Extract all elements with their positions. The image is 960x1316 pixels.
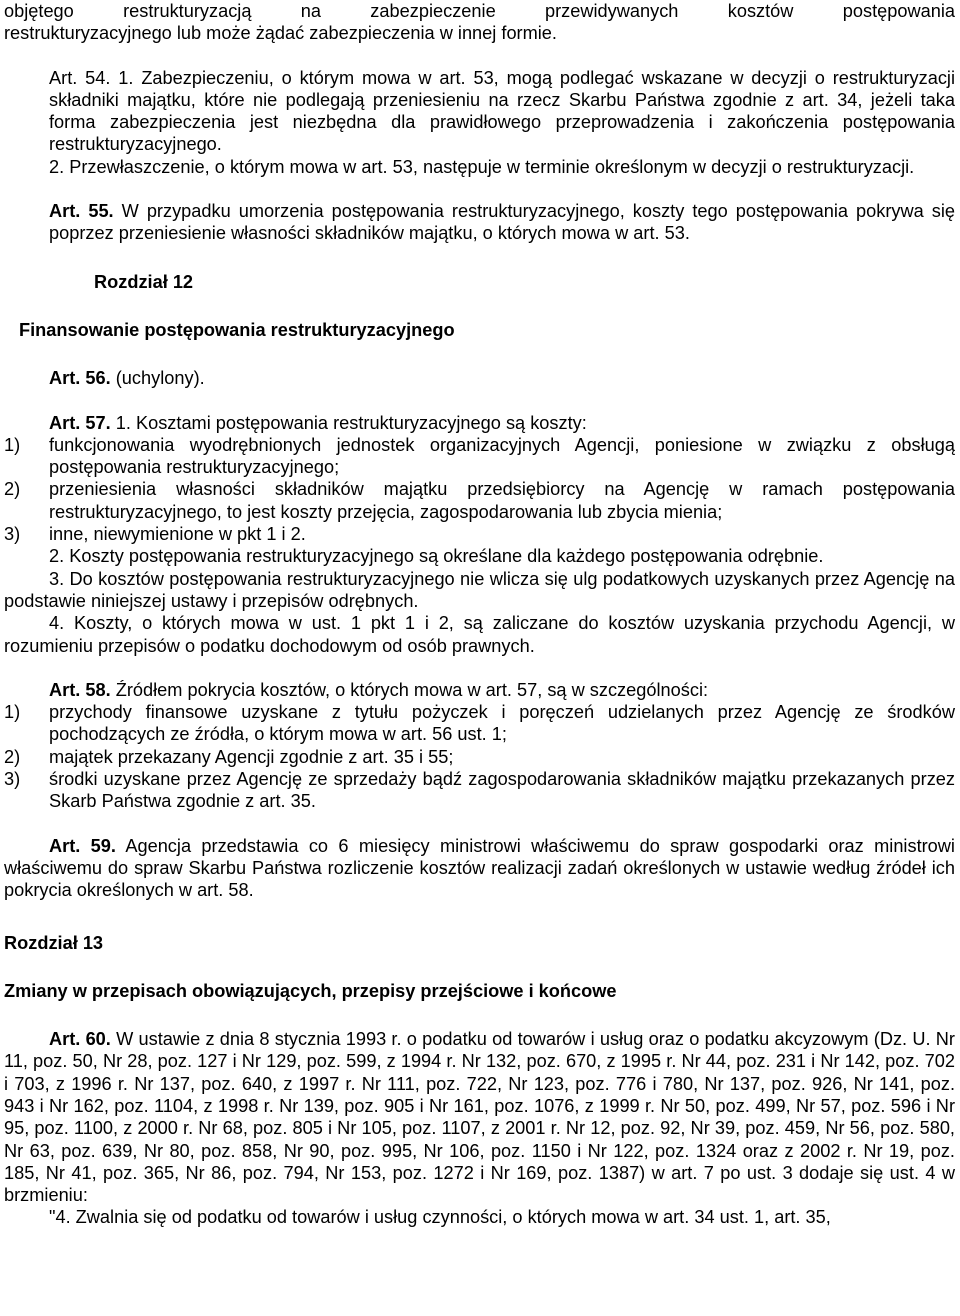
art-57-para-4: 4. Koszty, o których mowa w ust. 1 pkt 1 i 2, są zaliczane do kosztów uzyskania przychodu Agencji, w rozumieniu przepisów o podatku dochodowym od osób prawnych. [4,613,955,656]
art-57-para-1: Art. 57. 1. Kosztami postępowania restrukturyzacyjnego są koszty: [49,412,587,433]
art-56-text: (uchylony). [115,368,205,389]
art-54-para-1: 1. Zabezpieczeniu, o którym mowa w art. 53, mogą podlegać wskazane w decyzji o restrukturyzacji składniki majątku, które nie podlegają przeniesieniu na rzecz Skarbu Państwa zgodnie z art. 34, jeżeli taka forma zabezpieczenia jest niezbędna dla prawidłowego przeprowadzenia i zakończenia postępowania restrukturyzacyjnego. [49,67,955,155]
chapter-13-title: Rozdział 13 [4,932,104,953]
document-page [4,0,955,1229]
list-item: 2) przeniesienia własności składników majątku przedsiębiorcy na Agencję w ramach postępowania restrukturyzacyjnego, to jest koszty przejęcia, zagospodarowania lub zbycia mienia; [4,479,955,522]
art-60-quote: "4. Zwalnia się od podatku od towarów i usług czynności, o których mowa w art. 34 ust. 1, art. 35, [49,1207,831,1228]
chapter-12-subtitle: Finansowanie postępowania restrukturyzacyjnego [19,319,455,340]
art-57-head: Art. 57. [49,412,111,433]
art-58: Art. 58. Źródłem pokrycia kosztów, o których mowa w art. 57, są w szczególności: [49,679,709,700]
art-56 [4,367,955,389]
art-59-head: Art. 59. [49,835,116,856]
art-59: Art. 59. Agencja przedstawia co 6 miesięcy ministrowi właściwemu do spraw gospodarki oraz ministrowi właściwemu do spraw Skarbu Państwa rozliczenie kosztów realizacji zadań określonych w ustawie według źródeł ich pokrycia określonych w art. 58. [4,835,955,901]
art-54-para-2: 2. Przewłaszczenie, o którym mowa w art. 53, następuje w terminie określonym w decyzji o restrukturyzacji. [49,156,915,177]
list-item: 1) przychody finansowe uzyskane z tytułu pożyczek i poręczeń udzielanych przez Agencję ze środków pochodzących ze źródła, o którym mowa w art. 56 ust. 1; [4,702,955,745]
art-55-text: W przypadku umorzenia postępowania restrukturyzacyjnego, koszty tego postępowania pokrywa się poprzez przeniesienie własności składników majątku, o których mowa w art. 53. [49,201,955,244]
paragraph-line: restrukturyzacyjnego lub może żądać zabezpieczenia w innej formie. [4,23,557,44]
art-58-head: Art. 58. [49,679,111,700]
list-item: 3) środki uzyskane przez Agencję ze sprzedaży bądź zagospodarowania składników majątku przekazanych przez Skarb Państwa zgodnie z art. 35. [4,769,955,812]
chapter-13-subtitle: Zmiany w przepisach obowiązujących, przepisy przejściowe i końcowe [4,980,617,1001]
art-55 [4,200,955,245]
art-55-head: Art. 55. [49,201,114,222]
list-item: 1) funkcjonowania wyodrębnionych jednostek organizacyjnych Agencji, poniesione w związku z obsługą postępowania restrukturyzacyjnego; [4,434,955,478]
art-60-head: Art. 60. [49,1029,111,1050]
art-60: Art. 60. W ustawie z dnia 8 stycznia 1993 r. o podatku od towarów i usług oraz o podatku akcyzowym (Dz. U. Nr 11, poz. 50, Nr 28, poz. 127 i Nr 129, poz. 599, z 1994 r. Nr 132, poz. 670, z 1995 r. Nr 44, poz. 231 i Nr 142, poz. 702 i 703, z 1996 r. Nr 137, poz. 640, z 1997 r. Nr 111, poz. 722, Nr 123, poz. 776 i 780, Nr 137, poz. 926, Nr 141, poz. 943 i Nr 162, poz. 1104, z 1998 r. Nr 139, poz. 905 i Nr 161, poz. 1076, z 1999 r. Nr 50, poz. 499, Nr 57, poz. 596 i Nr 95, poz. 1100, z 2000 r. Nr 68, poz. 805 i Nr 105, poz. 1107, z 2001 r. Nr 12, poz. 92, Nr 39, poz. 459, Nr 56, poz. 580, Nr 63, poz. 639, Nr 80, poz. 858, Nr 90, poz. 995, Nr 106, poz. 1150 i Nr 122, poz. 1324 oraz z 2002 r. Nr 19, poz. 185, Nr 41, poz. 365, Nr 86, poz. 794, Nr 153, poz. 1272 i Nr 169, poz. 1387) w art. 7 po ust. 3 dodaje się ust. 4 w brzmieniu: [4,1029,955,1206]
chapter-12-title: Rozdział 12 [94,271,194,292]
art-57-para-2: 2. Koszty postępowania restrukturyzacyjnego są określane dla każdego postępowania odrębnie. [49,546,824,567]
art-54-head: Art. 54. [49,67,111,88]
paragraph-line: objętego restrukturyzacją na zabezpieczenie przewidywanych kosztów postępowania [4,1,955,21]
list-item: 3) inne, niewymienione w pkt 1 i 2. [4,524,306,545]
art-54 [4,67,955,156]
list-item: 2) majątek przekazany Agencji zgodnie z art. 35 i 55; [4,746,454,767]
art-56-head: Art. 56. [49,368,111,389]
art-57-para-3: 3. Do kosztów postępowania restrukturyzacyjnego nie wlicza się ulg podatkowych uzyskanych przez Agencję na podstawie niniejszej ustawy i przepisów odrębnych. [4,568,955,611]
